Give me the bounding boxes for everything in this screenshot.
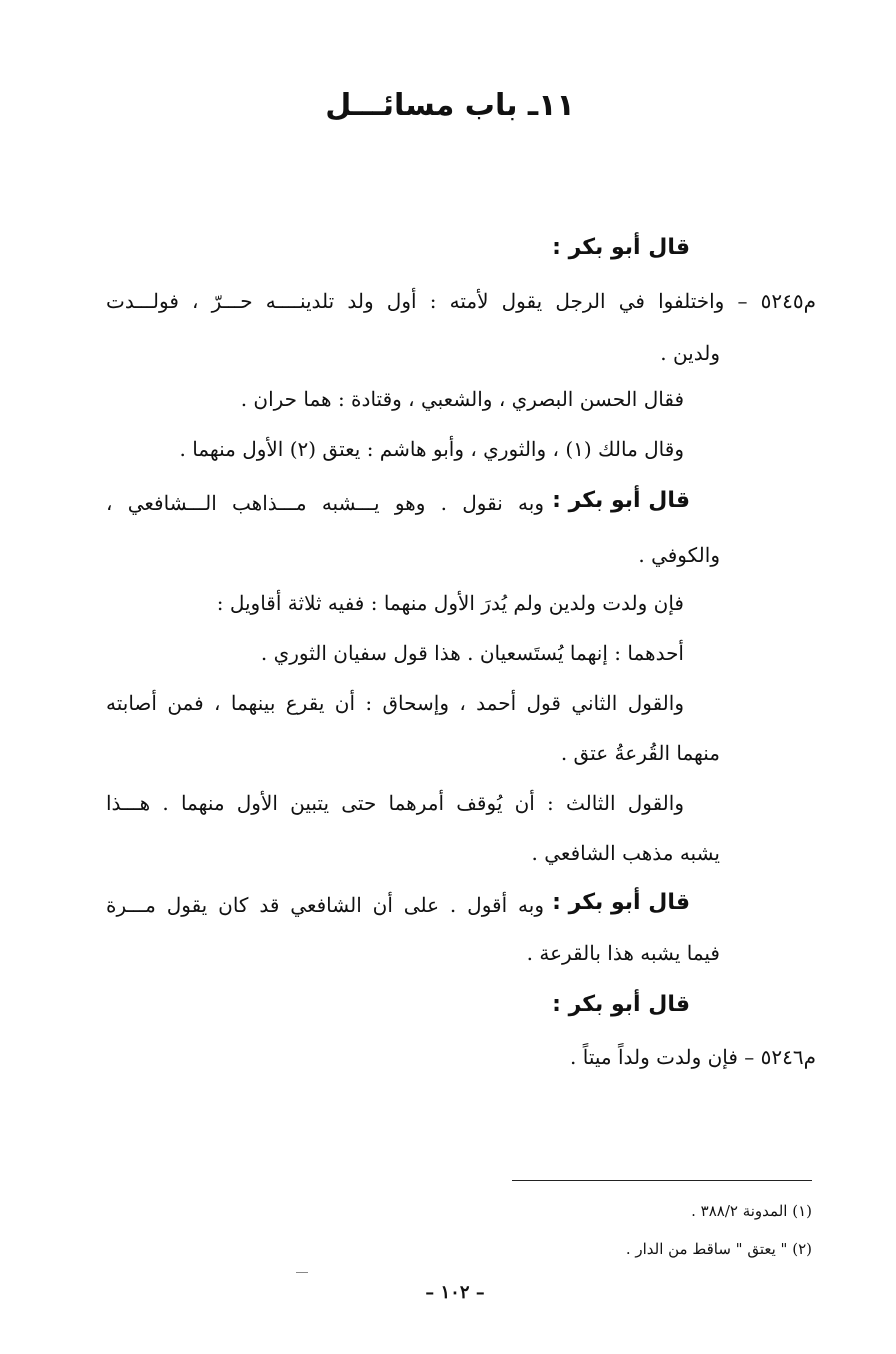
paragraph-line: ولدين . bbox=[660, 341, 720, 365]
paragraph-line: منهما القُرعةُ عتق . bbox=[560, 741, 720, 765]
section-heading: قال أبو بكر : bbox=[552, 992, 690, 1017]
divider-mark bbox=[296, 1272, 308, 1273]
paragraph-line: فيما يشبه هذا بالقرعة . bbox=[526, 941, 720, 965]
footnote-separator bbox=[512, 1180, 812, 1181]
paragraph-line: والقول الثالث : أن يُوقف أمرهما حتى يتبين الأول منهما . هـــذا bbox=[106, 791, 684, 815]
section-heading: قال أبو بكر : bbox=[552, 890, 690, 915]
section-heading: قال أبو بكر : bbox=[552, 235, 690, 260]
footnote: (٢) " يعتق " ساقط من الدار . bbox=[625, 1240, 812, 1258]
section-heading: قال أبو بكر : bbox=[552, 488, 690, 513]
page-number: – ١٠٢ – bbox=[425, 1282, 485, 1303]
paragraph-line: م٥٢٤٥ – واختلفوا في الرجل يقول لأمته : أول ولد تلدينــــه حـــرّ ، فولـــدت bbox=[106, 289, 816, 313]
paragraph-line: وقال مالك (١) ، والثوري ، وأبو هاشم : يعتق (٢) الأول منهما . bbox=[179, 437, 684, 461]
paragraph-line: م٥٢٤٦ – فإن ولدت ولداً ميتاً . bbox=[570, 1045, 816, 1069]
paragraph-line: فقال الحسن البصري ، والشعبي ، وقتادة : هما حران . bbox=[240, 387, 684, 411]
paragraph-line: أحدهما : إنهما يُستَسعيان . هذا قول سفيان الثوري . bbox=[260, 641, 684, 665]
paragraph-line: وبه أقول . على أن الشافعي قد كان يقول مـــرة bbox=[106, 893, 544, 917]
chapter-title: ١١ـ باب مسائـــل bbox=[325, 88, 575, 123]
paragraph-line: يشبه مذهب الشافعي . bbox=[531, 841, 720, 865]
paragraph-line: فإن ولدت ولدين ولم يُدرَ الأول منهما : ففيه ثلاثة أقاويل : bbox=[216, 591, 684, 615]
paragraph-line: والكوفي . bbox=[638, 543, 720, 567]
footnote: (١) المدونة ٣٨٨/٢ . bbox=[691, 1202, 812, 1220]
paragraph-line: والقول الثاني قول أحمد ، وإسحاق : أن يقرع بينهما ، فمن أصابته bbox=[106, 691, 684, 715]
paragraph-line: وبه نقول . وهو يـــشبه مـــذاهب الـــشافعي ، bbox=[106, 491, 544, 515]
